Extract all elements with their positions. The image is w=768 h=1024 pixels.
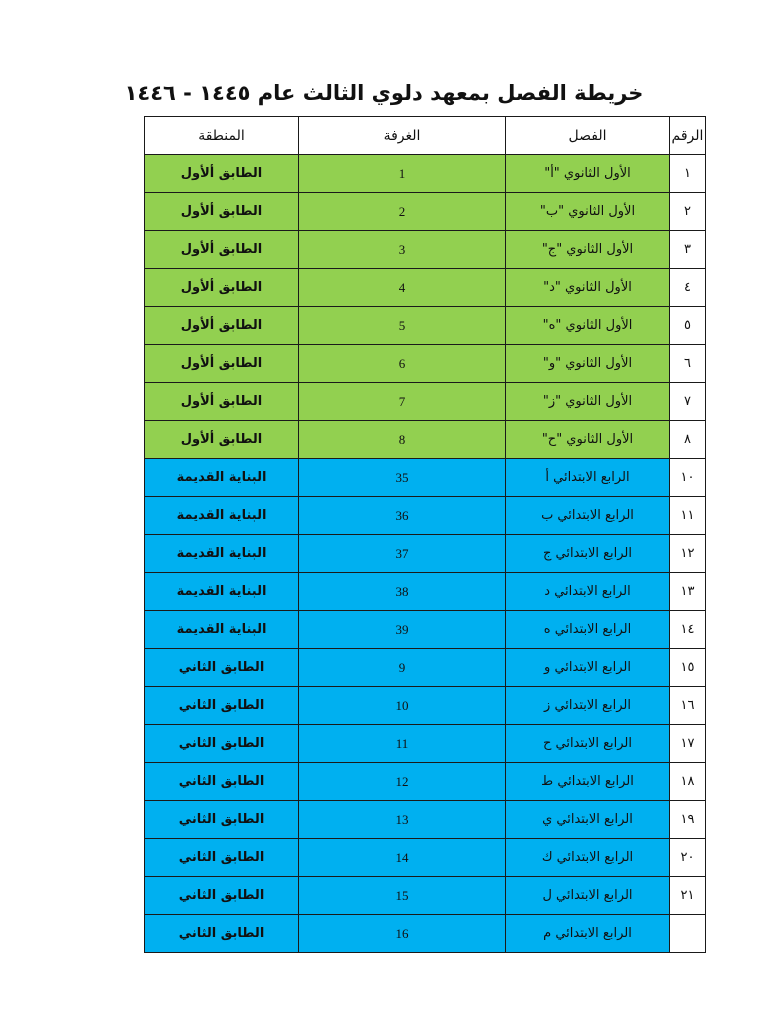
- zone-name: الطابق الثاني: [145, 725, 299, 763]
- zone-name: البناية القديمة: [145, 497, 299, 535]
- room-number: 6: [299, 345, 506, 383]
- table-row: [145, 193, 706, 231]
- room-number: 3: [299, 231, 506, 269]
- zone-name: البناية القديمة: [145, 573, 299, 611]
- class-name: الرابع الابتدائي ب: [506, 497, 670, 535]
- table-row: [145, 345, 706, 383]
- room-number: 1: [299, 155, 506, 193]
- class-name: الرابع الابتدائي ط: [506, 763, 670, 801]
- room-number: 7: [299, 383, 506, 421]
- row-number: ٢: [670, 193, 706, 231]
- class-name: الرابع الابتدائي أ: [506, 459, 670, 497]
- room-number: 12: [299, 763, 506, 801]
- zone-name: الطابق ألأول: [145, 383, 299, 421]
- table-row: [145, 231, 706, 269]
- class-name: الرابع الابتدائي ج: [506, 535, 670, 573]
- room-number: 38: [299, 573, 506, 611]
- row-number: ١: [670, 155, 706, 193]
- table-row: [145, 687, 706, 725]
- class-name: الرابع الابتدائي ي: [506, 801, 670, 839]
- table-row: [145, 269, 706, 307]
- row-number: ٣: [670, 231, 706, 269]
- header-room: الغرفة: [299, 117, 506, 155]
- room-number: 39: [299, 611, 506, 649]
- table-row: [145, 839, 706, 877]
- class-name: الأول الثانوي "أ": [506, 155, 670, 193]
- room-number: 16: [299, 915, 506, 953]
- room-number: 13: [299, 801, 506, 839]
- table-row: [145, 497, 706, 535]
- zone-name: الطابق ألأول: [145, 155, 299, 193]
- row-number: ٧: [670, 383, 706, 421]
- class-name: الأول الثانوي "ب": [506, 193, 670, 231]
- row-number: ١٦: [670, 687, 706, 725]
- row-number: ١٠: [670, 459, 706, 497]
- zone-name: الطابق ألأول: [145, 193, 299, 231]
- room-number: 5: [299, 307, 506, 345]
- row-number: ٢٠: [670, 839, 706, 877]
- room-number: 37: [299, 535, 506, 573]
- room-number: 35: [299, 459, 506, 497]
- zone-name: الطابق الثاني: [145, 763, 299, 801]
- table-row: [145, 421, 706, 459]
- zone-name: البناية القديمة: [145, 535, 299, 573]
- table-row: [145, 573, 706, 611]
- row-number: ١٣: [670, 573, 706, 611]
- table-row: [145, 763, 706, 801]
- zone-name: الطابق ألأول: [145, 269, 299, 307]
- room-number: 14: [299, 839, 506, 877]
- class-name: الرابع الابتدائي و: [506, 649, 670, 687]
- class-name: الرابع الابتدائي م: [506, 915, 670, 953]
- table-row: [145, 915, 706, 953]
- class-name: الرابع الابتدائي ز: [506, 687, 670, 725]
- row-number: ١٩: [670, 801, 706, 839]
- room-number: 8: [299, 421, 506, 459]
- row-number: ١٢: [670, 535, 706, 573]
- table-row: [145, 535, 706, 573]
- table-row: [145, 801, 706, 839]
- class-name: الأول الثانوي "و": [506, 345, 670, 383]
- row-number: ١١: [670, 497, 706, 535]
- class-name: الأول الثانوي "ج": [506, 231, 670, 269]
- class-name: الأول الثانوي "ز": [506, 383, 670, 421]
- row-number: ١٨: [670, 763, 706, 801]
- page-title: خريطة الفصل بمعهد دلوي الثالث عام ١٤٤٥ - ١٤٤٦: [124, 81, 644, 105]
- table-body: [145, 155, 706, 953]
- zone-name: الطابق الثاني: [145, 687, 299, 725]
- row-number: ٥: [670, 307, 706, 345]
- zone-name: الطابق الثاني: [145, 877, 299, 915]
- zone-name: البناية القديمة: [145, 459, 299, 497]
- zone-name: الطابق ألأول: [145, 345, 299, 383]
- zone-name: البناية القديمة: [145, 611, 299, 649]
- table-row: [145, 649, 706, 687]
- row-number: ١٤: [670, 611, 706, 649]
- header-class: الفصل: [506, 117, 670, 155]
- class-name: الرابع الابتدائي ه: [506, 611, 670, 649]
- class-name: الأول الثانوي "د": [506, 269, 670, 307]
- class-name: الأول الثانوي "ه": [506, 307, 670, 345]
- row-number: ١٧: [670, 725, 706, 763]
- room-number: 15: [299, 877, 506, 915]
- header-row: [145, 117, 706, 155]
- table-row: [145, 155, 706, 193]
- zone-name: الطابق ألأول: [145, 421, 299, 459]
- zone-name: الطابق ألأول: [145, 231, 299, 269]
- class-name: الرابع الابتدائي د: [506, 573, 670, 611]
- class-name: الرابع الابتدائي ك: [506, 839, 670, 877]
- room-number: 36: [299, 497, 506, 535]
- room-number: 4: [299, 269, 506, 307]
- table-row: [145, 383, 706, 421]
- zone-name: الطابق ألأول: [145, 307, 299, 345]
- row-number: ٤: [670, 269, 706, 307]
- room-number: 10: [299, 687, 506, 725]
- class-map-table: [144, 116, 706, 953]
- row-number: ٦: [670, 345, 706, 383]
- table-row: [145, 307, 706, 345]
- class-name: الرابع الابتدائي ح: [506, 725, 670, 763]
- header-number: الرقم: [670, 117, 706, 155]
- header-zone: المنطقة: [145, 117, 299, 155]
- row-number: [670, 915, 706, 953]
- zone-name: الطابق الثاني: [145, 801, 299, 839]
- table-row: [145, 877, 706, 915]
- room-number: 9: [299, 649, 506, 687]
- room-number: 2: [299, 193, 506, 231]
- room-number: 11: [299, 725, 506, 763]
- table-row: [145, 611, 706, 649]
- zone-name: الطابق الثاني: [145, 839, 299, 877]
- row-number: ٢١: [670, 877, 706, 915]
- row-number: ٨: [670, 421, 706, 459]
- table-row: [145, 725, 706, 763]
- table-row: [145, 459, 706, 497]
- zone-name: الطابق الثاني: [145, 915, 299, 953]
- class-name: الأول الثانوي "ح": [506, 421, 670, 459]
- zone-name: الطابق الثاني: [145, 649, 299, 687]
- row-number: ١٥: [670, 649, 706, 687]
- class-name: الرابع الابتدائي ل: [506, 877, 670, 915]
